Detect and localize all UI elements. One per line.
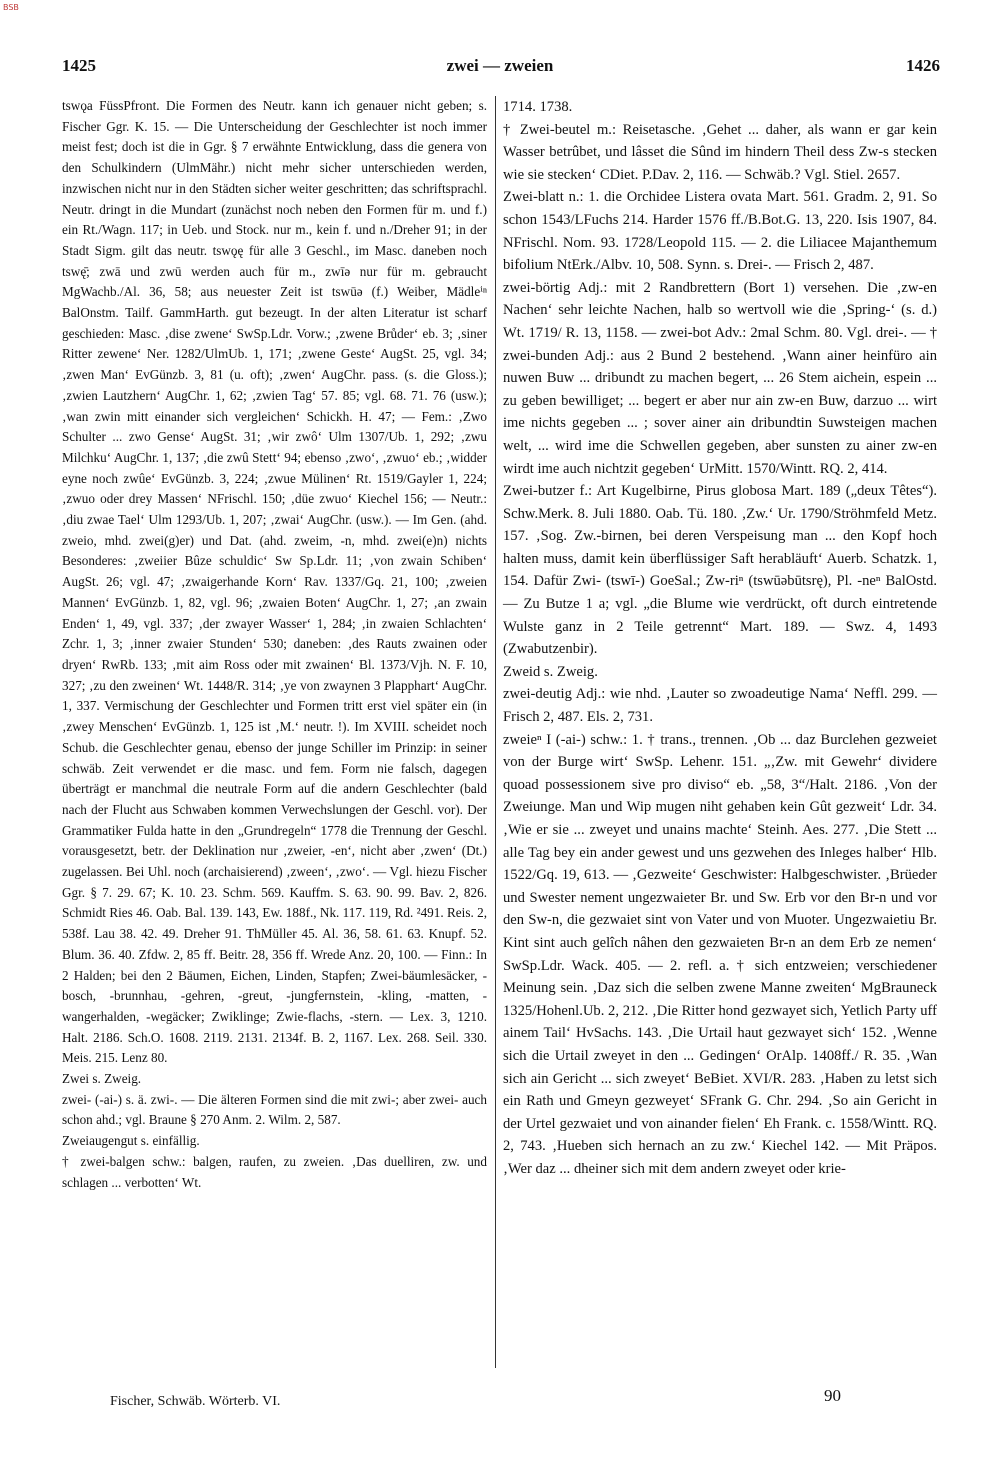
paragraph: tswǫa FüssPfront. Die Formen des Neutr. kann ich genauer nicht geben; s. Fischer Ggr. K. 15. — Die Unterscheidung der Geschlechter ist noch immer meist fest; doch ist die in Ggr. § 7 erwähnte Entwicklung, dass die genera von den Schulkindern (UlmMähr.) nicht mehr sicher unterschieden werden, inzwischen nicht nur in den Städten sicher weiter geschritten; das schriftsprachl. Neutr. dringt in die Mundart (zunächst noch neben den Formen für m. und f.) ein Rt./Wagn. 117; in Ueb. und Stock. nur m., kein f. und n./Dreher 91; in der Stadt Sigm. gilt das neutr. tswǫę für alle 3 Geschl., im Masc. daneben noch tswę̄; zwā und zwū werden auch für m., zwīə nur für m. gebraucht MgWachb./Al. 36, 58; aus neuester Zeit ist tswūə (f.) Weiber, Mädleⁱⁿ BalOnstm. Tailf. GammHarth. gut bezeugt. In der alten Literatur ist scharf geschieden: Masc. ‚dise zwene‘ SwSp.Ldr. Vorw.; ‚zwene Brůder‘ eb. 3; ‚siner Ritter zewene‘ Ner. 1282/UlmUb. 1, 171; ‚zwene Geste‘ AugSt. 25, vgl. 34; ‚zwen Man‘ EvGünzb. 3, 81 (u. oft); ‚zwen‘ AugChr. pass. (s. die Gloss.); ‚zwien Lautzhern‘ AugChr. 1, 62; ‚zwien Tag‘ 57. 85; vgl. 68. 71. 76 (usw.); ‚wan zwin mitt einander sich vergleichen‘ Schickh. H. 47; — Fem.: ‚Zwo Schulter ... zwo Gense‘ AugSt. 31; ‚wir zwô‘ Ulm 1307/Ub. 1, 292; ‚zwu Milchku‘ AugChr. 1, 137; ‚die zwû Stett‘ 94; ebenso ‚zwo‘, ‚zwuo‘ eb.; ‚widder eyne noch zwûe‘ EvGünzb. 3, 224; ‚zwue Mülinen‘ Rt. 1519/Gayler 1, 224; ‚zwuo oder drey Massen‘ NFrischl. 150; ‚düe zwuo‘ Kiechel 156; — Neutr.: ‚diu zwae Tael‘ Ulm 1293/Ub. 1, 207; ‚zwai‘ AugChr. (usw.). — Im Gen. (ahd. zweio, mhd. zwei(g)er) und Dat. (ahd. zweim, -n, mhd. zwei(e)n) nichts Besonderes: ‚zweiier Bûze schuldic‘ Sw Sp.Ldr. 11; ‚von zwain Schiben‘ AugSt. 26; vgl. 47; ‚zwaigerhande Korn‘ Rav. 1337/Gq. 21, 100; ‚zweien Mannen‘ EvGünzb. 1, 82, vgl. 96; ‚zwaien Boten‘ AugChr. 1, 27; ‚an zwain Enden‘ 1, 49, vgl. 337; ‚der zwayer Wasser‘ 1, 284; ‚in zwaien Schlachten‘ Zchr. 1, 3; ‚inner zwaier Stunden‘ 530; daneben: ‚des Rauts zwainen oder dryen‘ RwRb. 133; ‚mit aim Ross oder mit zwainen‘ Bl. 1373/Vjh. N. F. 10, 327; ‚zu den zweinen‘ Wt. 1448/R. 314; ‚ye von zwaynen 3 Plapphart‘ AugChr. 1, 337. Vermischung der Geschlechter und Formen tritt erst viel später ein (in ‚zwey Menschen‘ EvGünzb. 1, 125 ist ‚M.‘ neutr. !). Im XVIII. scheidet noch Schub. die Geschlechter genau, ebenso der junge Schiller im Prinzip: in seiner schwäb. Zeit verwendet er die masc. und fem. Form nie falsch, dagegen überträgt er manchmal die neutrale Form auf die andern Geschlechter (bald nach der Flucht aus Schwaben kommen Verwechslungen der Geschl. vor). Der Grammatiker Fulda hatte in den „Grundregeln“ 1778 die Trennung der Geschl. vorausgesetzt, betr. der Deklination nur ‚zweier, -en‘, nicht aber ‚zwen‘ (Dt.) zugelassen. Bei Uhl. noch (archaisierend) ‚zween‘, ‚zwo‘. — Vgl. hiezu Fischer Ggr. § 7. 29. 67; K. 10. 23. Schm. 569. Kauffm. S. 63. 90. 99. Bav. 2, 826. Schmidt Ries 46. Oab. Bal. 139. 143, Ew. 188f., Nk. 117. 119, Rd. ²491. Reis. 2, 538f. Lau 38. 42. 49. Dreher 91. ThMüller 45. Al. 36, 58. 61. 63. Knupf. 52. Blum. 36. 40. Zfdw. 2, 85 ff. Beitr. 28, 356 ff. Wrede Anz. 20, 100. — Finn.: In 2 Halden; bei den 2 Bäumen, Eichen, Linden, Stapfen; Zwei-bäumlesäcker, -bosch, -brunnhau, -gehren, -greut, -jungfernstein, -kling, -matten, -wangerhalden, -wegäcker; Zwiklinge; Zwie-flachs, -stern. — Lex. 3, 1210. Halt. 2186. Sch.O. 1608. 2119. 2131. 2134f. B. 2, 1167. Lex. 268. Seil. 330. Meis. 215. Lenz 80. [62, 98, 487, 1066]
entry-zwei-beutel: † Zwei-beutel m.: Reisetasche. ‚Gehet ... daher, als wann er gar kein Wasser betrûbet, und lâsset die Sûnd im hindern Theil dess Zw-s stecken wie sie stecken‘ CDiet. P.Dav. 2, 116. — Schwäb.? Vgl. Stiel. 2657. [503, 121, 937, 183]
entry-zwei-balgen: † zwei-balgen schw.: balgen, raufen, zu zweien. ‚Das duelliren, zw. und schlagen ... verbotten‘ Wt. [62, 1153, 487, 1190]
entry-zwei-deutig: zwei-deutig Adj.: wie nhd. ‚Lauter so zwoadeutige Nama‘ Neffl. 299. — Frisch 2, 487. Els. 2, 731. [503, 686, 937, 726]
entry-zweien: zweieⁿ I (-ai-) schw.: 1. † trans., trennen. ‚Ob ... daz Burclehen gezweiet von der Burge wirt‘ SwSp. Lehenr. 151. „‚Zw. mit Gewehr‘ dividere quoad possessionem sive pro diviso“ eb. „58, 3“/Halt. 2186. ‚Von der Zweiunge. Man und Wip mugen niht gehaben kein Gût gezweit‘ Ldr. 34. ‚Wie er sie ... zweyet und unains machte‘ Steinh. Aes. 277. ‚Die Stett ... alle Tag bey ein ander gewest und uns gezwehen des Inleges halber‘ Hlb. 1522/Gq. 19, 613. — ‚Gezweite‘ Geschwister: Halbgeschwister. ‚Brüeder und Swester nement ungezwaieter Br. und Sw. Erb vor den Br-n und vor den Sw-n, die gezwaiet sint von Vater und von Muoter. Ungezwaietiu Br. Kint sint auch gelîch nâhen den gezwaieten Br-n an dem Erb ze nemen‘ SwSp.Ldr. Wack. 405. — 2. refl. a. † sich entzweien; verschiedener Meinung sein. ‚Daz sich die selben zwene Manne zweiten‘ MgBrauneck 1325/Hohenl.Ub. 2, 212. ‚Die Ritter hond gezwayet sich, Yetlich Party uff ainem Tail‘ HvSachs. 143. ‚Die Urtail haut gezwayet sich‘ 152. ‚Wenne sich die Urtail zweyet in den ... Gedingen‘ OrAlp. 1408ff./ R. 35. ‚Wan sich ain Gericht ... sich zweyet‘ BeBiet. XVI/R. 283. ‚Haben zu letst sich ein Rath und Gmeyn gezweyet‘ SFrank G. Chr. 294. ‚So ain Gericht in der Urtel gezwaiet und von ainander fielen‘ Eh Frank. c. 1558/Wintt. RQ. 2, 743. ‚Hueben sich hernach an zu zw.‘ Kiechel 142. — Mit Präpos. ‚Wer daz ... dheiner sich mit dem andern zweyet oder krie- [503, 731, 937, 1177]
footer-title: Fischer, Schwäb. Wörterb. VI. [110, 1394, 281, 1409]
corner-mark: BSB [3, 3, 19, 12]
entry-zwei-butzer: Zwei-butzer f.: Art Kugelbirne, Pirus globosa Mart. 189 („deux Têtes“). Schw.Merk. 8. Juli 1880. Oab. Tü. 180. ‚Zw.‘ Ur. 1790/Ströhmfeld Metz. 157. ‚Sog. Zw.-birnen, bei deren Verspeisung man ... den Kopf hoch halten muss, damit kein überflüssiger Saft herabläuft‘ Auerb. Schatzk. 1, 154. Dafür Zwi- (tswī-) GoeSal.; Zw-riⁿ (tswūəbūtsrę), Pl. -neⁿ BalOstd. — Zu Butze 1 a; vgl. „die Blume wie verdrückt, oft durch eintretende Wulste ganz in 2 Teile getrennt“ Mart. 189. — Swz. 4, 1493 (Zwabutzenbir). [503, 483, 937, 658]
entry-zwei-boertig: zwei-börtig Adj.: mit 2 Randbrettern (Bort 1) versehen. Die ‚zw-en Nachen‘ sehr leichte Nachen, halb so wertvoll wie die ‚Spring-‘ (s. d.) Wt. 1719/ R. 13, 1158. — zwei-bot Adv.: 2mal Schm. 80. Vgl. drei-. — † zwei-bunden Adj.: aus 2 Bund 2 bestehend. ‚Wann ainer heinfüro ain nuwen Buw ... dribundt zu machen begert, ... 26 Stem aichein, espein ... zu geben bewilliget; ... begert er aber nur ain zw-en Buw, darzuo ... wirt ime nichts gegeben ... ; sover ainer ain dribundtin Suwsteigen machen welt, ... wird ime die Schwellen gegeben, aber sunsten zu ainer zw-en wirdt ime auch nichtzit gegeben‘ UrMitt. 1570/Wintt. RQ. 2, 414. [503, 279, 937, 477]
left-column [62, 96, 487, 1193]
running-head: zwei — zweien [446, 56, 554, 75]
paragraph: 1714. 1738. [503, 99, 573, 115]
entry-zwei-zweig: Zwei s. Zweig. [62, 1071, 142, 1087]
right-column [503, 96, 937, 1181]
entry-zweiaugengut: Zweiaugengut s. einfällig. [62, 1133, 200, 1149]
right-column-number: 1426 [906, 56, 940, 75]
page-number: 90 [824, 1386, 841, 1405]
column-divider [495, 96, 496, 1368]
left-column-number: 1425 [62, 56, 96, 75]
entry-zwei-blatt: Zwei-blatt n.: 1. die Orchidee Listera ovata Mart. 561. Gradm. 2, 91. So schon 1543/LFuchs 214. Harder 1576 ff./B.Bot.G. 13, 220. Isis 1907, 84. NFrischl. Nom. 93. 1728/Leopold 115. — 2. die Liliacee Majanthemum bifolium NtErk./Albv. 10, 508. Synn. s. Drei-. — Frisch 2, 487. [503, 189, 937, 274]
entry-zweid: Zweid s. Zweig. [503, 663, 598, 680]
entry-zwei-prefix: zwei- (-ai-) s. ä. zwi-. — Die älteren Formen sind die mit zwi-; aber zwei- auch schon ahd.; vgl. Braune § 270 Anm. 2. Wilm. 2, 587. [62, 1091, 487, 1128]
